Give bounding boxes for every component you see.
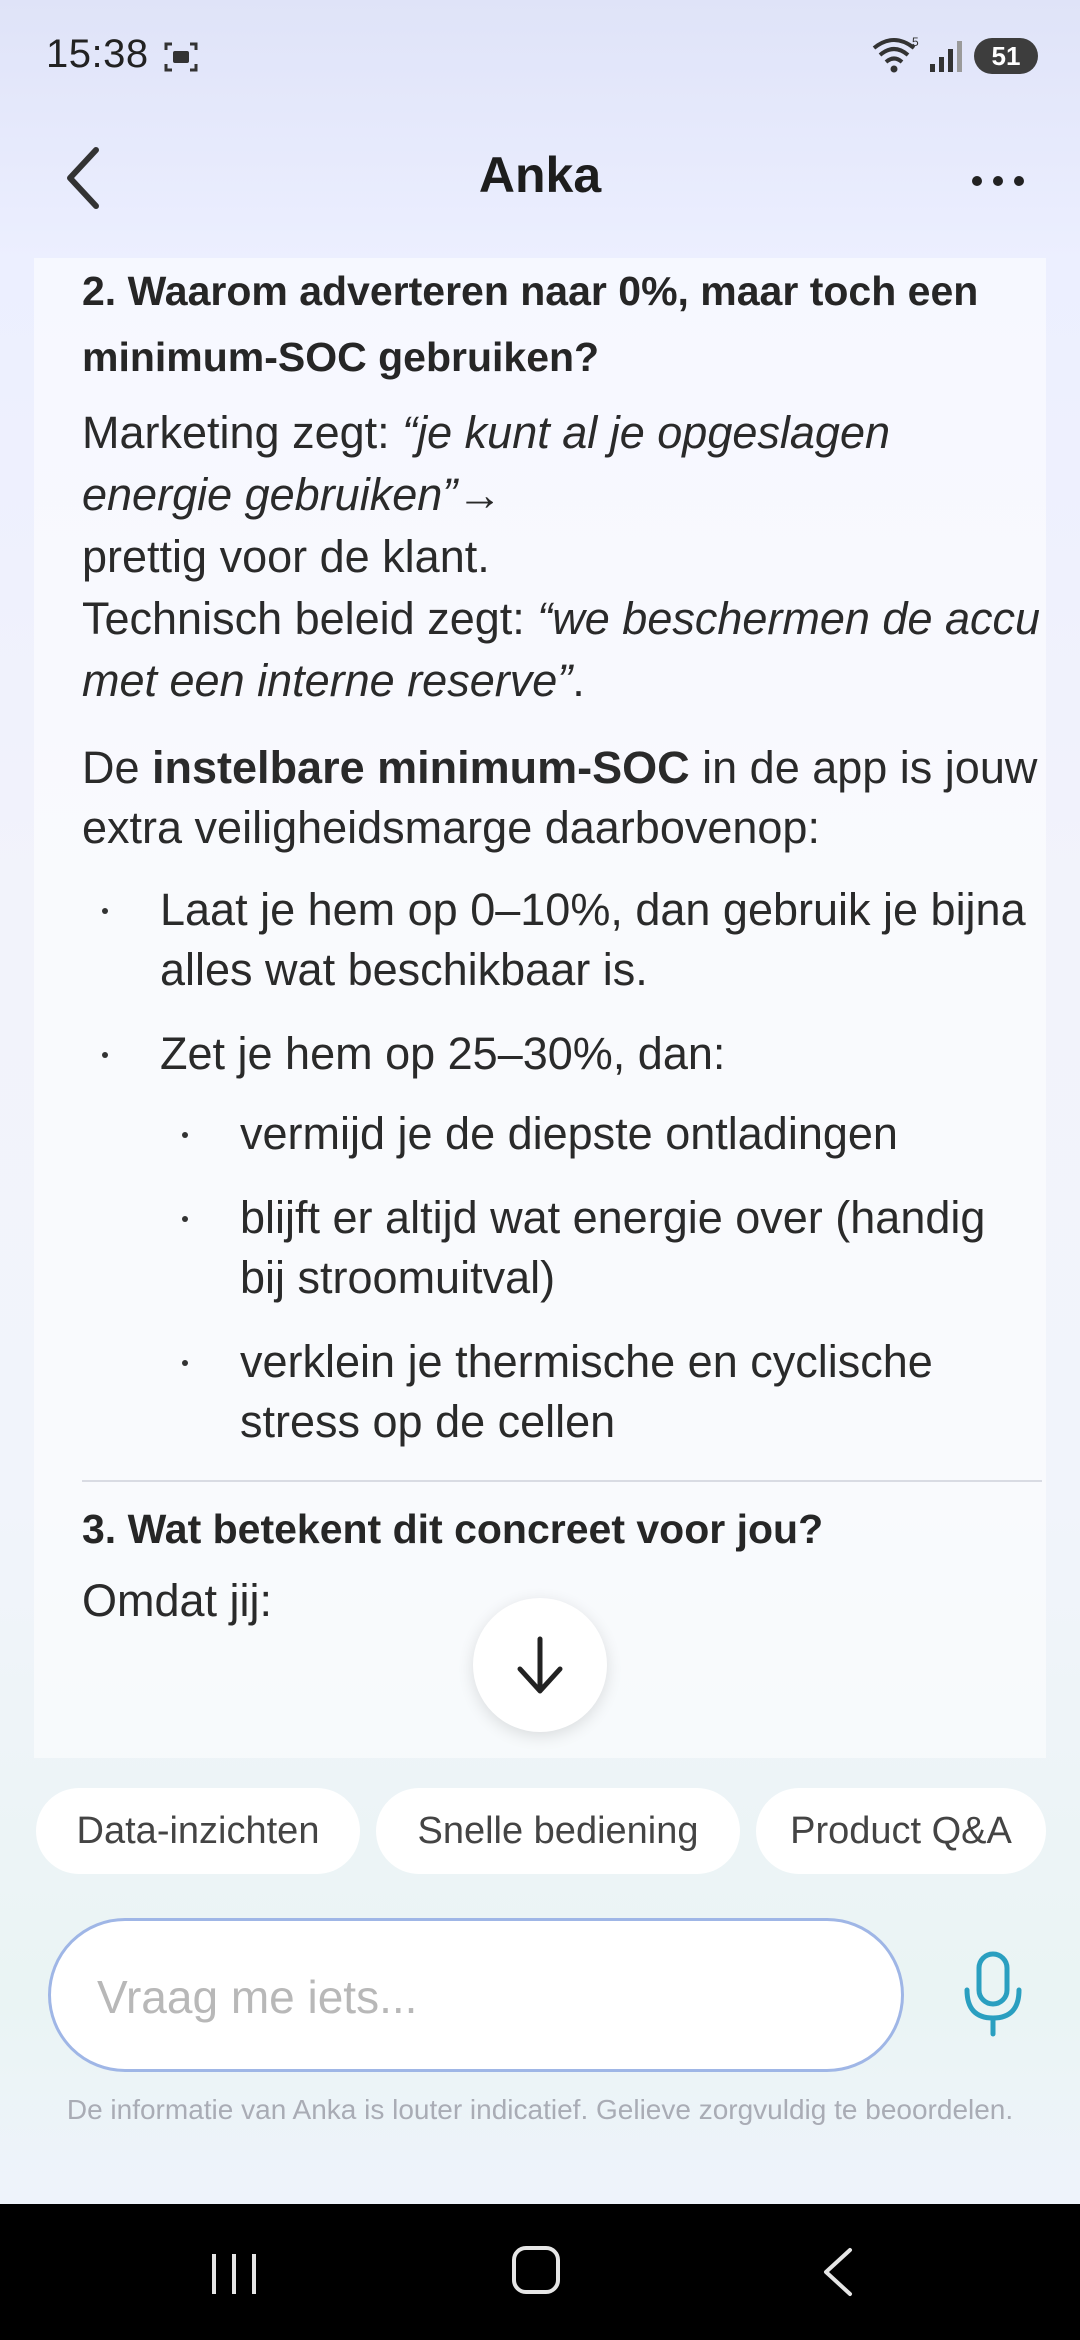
marketing-prefix: Marketing zegt: — [82, 407, 403, 458]
technical-quote: “we beschermen de accu met een interne reserve” — [82, 593, 1041, 706]
para-suffix: in de app is jouw extra veiligheidsmarge daarbovenop: — [82, 742, 1038, 853]
sub-list-item — [82, 1332, 1042, 1452]
home-icon[interactable] — [512, 2246, 560, 2294]
sub-list-item — [82, 1188, 1042, 1308]
bullet-dot — [182, 1360, 188, 1366]
disclaimer-text: De informatie van Anka is louter indicatief. Gelieve zorgvuldig te beoordelen. — [66, 2094, 1014, 2125]
bullet-dot — [182, 1132, 188, 1138]
system-back-icon[interactable] — [818, 2246, 858, 2298]
minimum-soc-paragraph — [82, 738, 1042, 858]
chip-product-qa[interactable]: Product Q&A — [756, 1788, 1046, 1874]
marketing-suffix: prettig voor de klant. — [82, 531, 490, 582]
sub-bullet-text: blijft er altijd wat energie over (handig bij stroomuitval) — [240, 1192, 986, 1303]
status-time: 15:38 — [46, 32, 149, 76]
more-dot — [1014, 176, 1024, 186]
bullet-text: Zet je hem op 25–30%, dan: — [160, 1028, 726, 1079]
more-dot — [972, 176, 982, 186]
list-item — [82, 1024, 1042, 1084]
marketing-arrow: → — [457, 469, 503, 520]
technical-suffix: . — [572, 655, 585, 706]
list-item — [82, 880, 1042, 1000]
chip-snelle-bediening[interactable]: Snelle bediening — [376, 1788, 740, 1874]
bullet-text: Laat je hem op 0–10%, dan gebruik je bijna alles wat beschikbaar is. — [160, 884, 1026, 995]
message-input-container[interactable] — [48, 1918, 904, 2072]
assistant-message — [34, 258, 1046, 1758]
page-title: Anka — [478, 147, 602, 203]
bullet-dot — [102, 1052, 108, 1058]
marketing-quote: “je kunt al je opgeslagen energie gebruiken” — [82, 407, 890, 520]
recents-icon[interactable] — [206, 2252, 262, 2296]
status-bar — [0, 0, 1080, 110]
message-content — [82, 258, 1042, 1632]
bullet-list — [82, 880, 1042, 1452]
message-input[interactable] — [95, 1951, 859, 2043]
battery-indicator: 51 — [974, 38, 1038, 74]
screenshot-icon — [164, 40, 198, 74]
section-3-text: Omdat jij: — [82, 1575, 273, 1626]
sub-list-item — [82, 1104, 1042, 1164]
section-3-heading: 3. Wat betekent dit concreet voor jou? — [82, 1506, 824, 1552]
section-2-heading: 2. Waarom adverteren naar 0%, maar toch een minimum-SOC gebruiken? — [82, 268, 979, 380]
svg-text:5: 5 — [912, 35, 919, 49]
wifi-icon — [870, 34, 922, 76]
sub-bullet-text: verklein je thermische en cyclische stress op de cellen — [240, 1336, 933, 1447]
bullet-dot — [102, 908, 108, 914]
marketing-paragraph — [82, 402, 1042, 712]
signal-icon — [928, 38, 968, 74]
sub-bullet-text: vermijd je de diepste ontladingen — [240, 1108, 898, 1159]
para-bold: instelbare minimum-SOC — [152, 742, 690, 793]
bullet-dot — [182, 1216, 188, 1222]
more-options-button[interactable] — [966, 150, 1030, 210]
microphone-icon[interactable] — [960, 1950, 1026, 2038]
chip-data-inzichten[interactable]: Data-inzichten — [36, 1788, 360, 1874]
more-dot — [993, 176, 1003, 186]
technical-prefix: Technisch beleid zegt: — [82, 593, 538, 644]
scroll-to-bottom-button[interactable] — [473, 1598, 607, 1732]
section-divider — [82, 1480, 1042, 1482]
arrow-down-icon — [514, 1635, 566, 1697]
para-prefix: De — [82, 742, 153, 793]
